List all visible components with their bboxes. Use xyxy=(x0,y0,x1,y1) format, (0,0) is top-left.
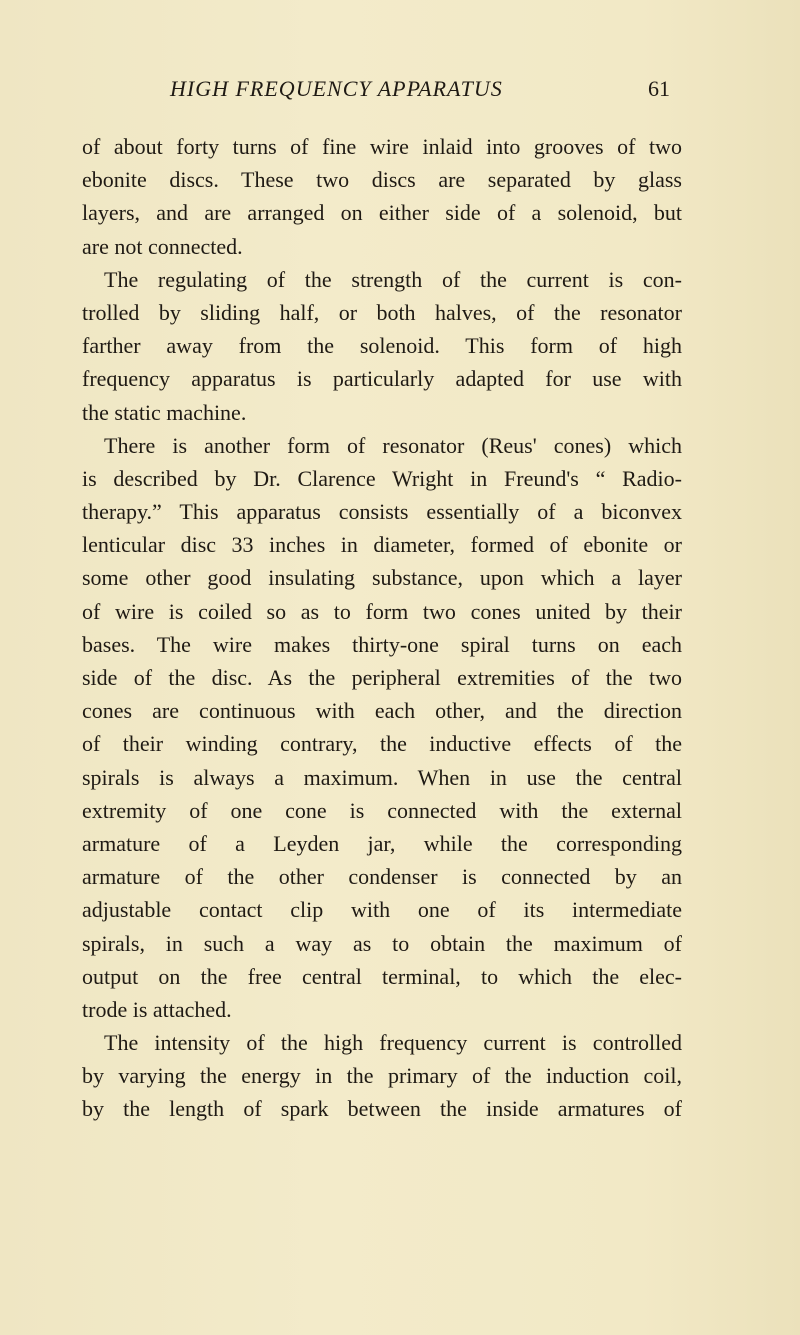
text-line: of wire is coiled so as to form two cones united by their xyxy=(82,598,682,624)
text-line: armature of the other condenser is connected by an xyxy=(82,864,682,890)
text-line: spirals, in such a way as to obtain the maximum of xyxy=(82,930,682,956)
text-line: output on the free central terminal, to which the elec- xyxy=(82,963,682,989)
text-line: spirals is always a maximum. When in use the central xyxy=(82,764,682,790)
text-line: trode is attached. xyxy=(82,996,232,1022)
text-line: extremity of one cone is connected with the external xyxy=(82,797,682,823)
text-line: the static machine. xyxy=(82,399,247,425)
text-line: cones are continuous with each other, and the direction xyxy=(82,698,682,724)
text-line: of their winding contrary, the inductive effects of the xyxy=(82,731,682,757)
text-line: armature of a Leyden jar, while the corresponding xyxy=(82,830,682,856)
text-line: by varying the energy in the primary of the induction coil, xyxy=(82,1063,682,1089)
text-line: trolled by sliding half, or both halves, of the resonator xyxy=(82,299,682,325)
text-line: are not connected. xyxy=(82,233,243,259)
text-line: The regulating of the strength of the current is con- xyxy=(104,266,682,292)
text-line: some other good insulating substance, upon which a layer xyxy=(82,565,682,591)
text-line: farther away from the solenoid. This form of high xyxy=(82,333,682,359)
text-line: of about forty turns of fine wire inlaid into grooves of two xyxy=(82,134,682,159)
text-line: frequency apparatus is particularly adapted for use with xyxy=(82,366,682,392)
text-line: There is another form of resonator (Reus' cones) which xyxy=(104,432,682,458)
text-line: by the length of spark between the inside armatures of xyxy=(82,1096,682,1122)
text-line: adjustable contact clip with one of its intermediate xyxy=(82,897,682,923)
text-line: The intensity of the high frequency current is controlled xyxy=(104,1030,682,1056)
text-line: side of the disc. As the peripheral extremities of the two xyxy=(82,665,682,690)
text-line: lenticular disc 33 inches in diameter, formed of ebonite or xyxy=(82,532,682,558)
text-line: layers, and are arranged on either side of a solenoid, but xyxy=(82,200,682,226)
text-line: ebonite discs. These two discs are separated by glass xyxy=(82,167,682,193)
body-text xyxy=(82,130,682,1126)
page-header xyxy=(170,76,670,108)
page-number: 61 xyxy=(648,76,670,101)
running-title: HIGH FREQUENCY APPARATUS xyxy=(170,76,503,101)
text-line: bases. The wire makes thirty-one spiral turns on each xyxy=(82,631,682,657)
text-line: is described by Dr. Clarence Wright in Freund's “ Radio- xyxy=(82,465,682,491)
text-line: therapy.” This apparatus consists essentially of a biconvex xyxy=(82,499,682,525)
